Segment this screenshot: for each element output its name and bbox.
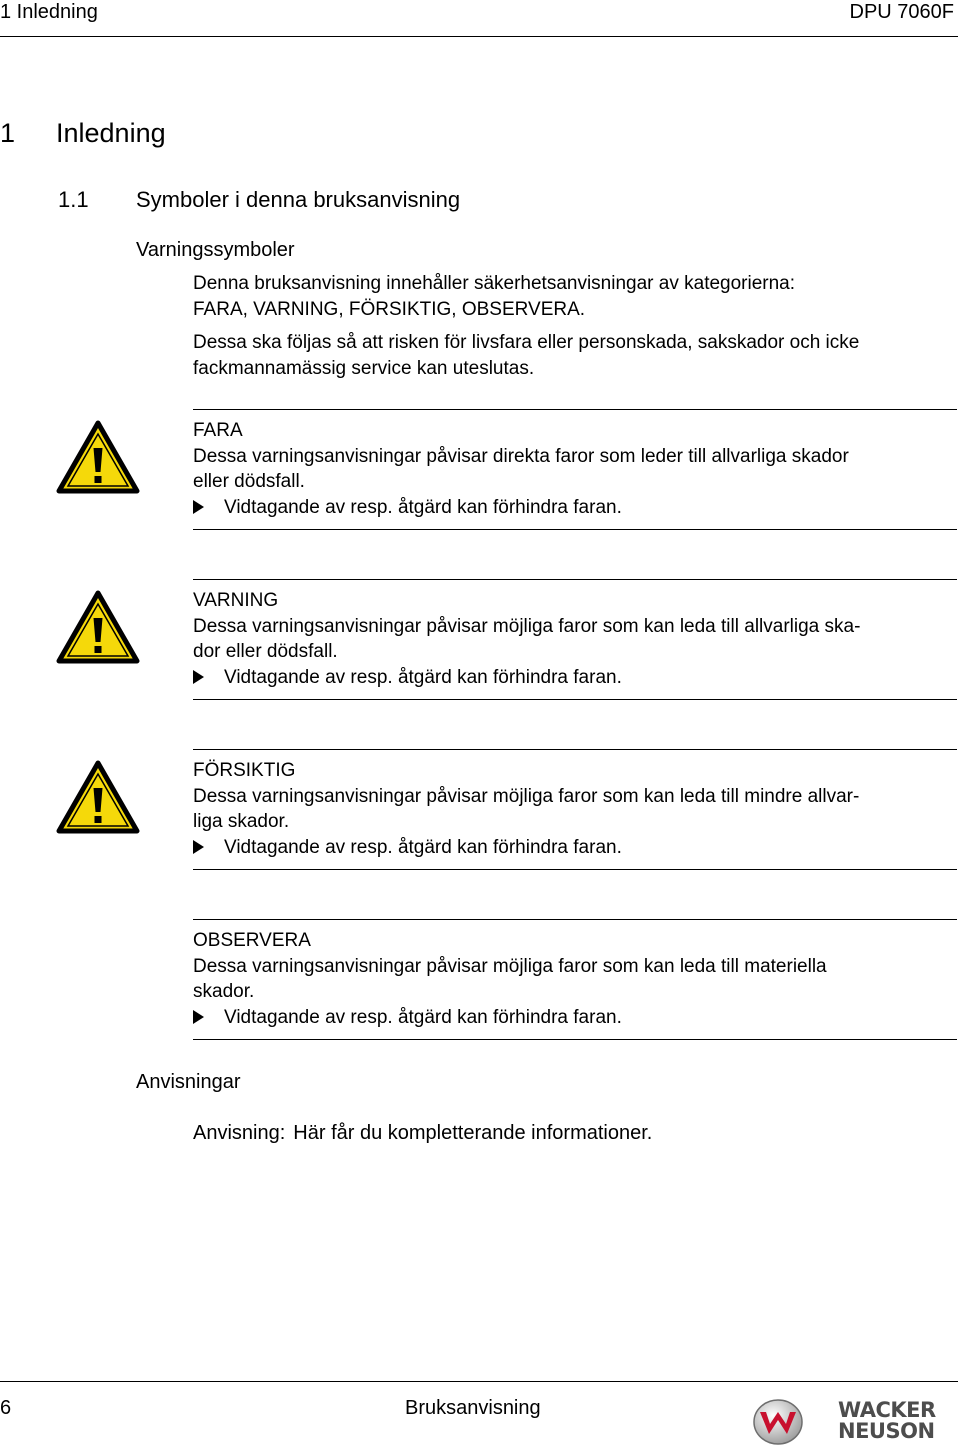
box-action-text: Vidtagande av resp. åtgärd kan förhindra faran. — [224, 836, 622, 858]
box-text-line: Dessa varningsanvisningar påvisar möjliga faror som kan leda till materiella — [193, 955, 827, 977]
box-title: FARA — [193, 420, 243, 441]
note-label: Anvisning: — [193, 1122, 286, 1144]
box-bottom-rule — [193, 529, 957, 530]
section-heading — [58, 186, 460, 214]
footer-divider — [0, 1381, 958, 1382]
intro-paragraph-2 — [193, 330, 953, 381]
arrow-bullet-icon — [193, 670, 204, 684]
box-text-line: skador. — [193, 981, 255, 1002]
running-header-section: 1 Inledning — [0, 1, 98, 23]
box-top-rule — [193, 409, 957, 410]
box-title: VARNING — [193, 590, 279, 611]
box-bottom-rule — [193, 699, 957, 700]
box-action — [193, 495, 957, 521]
notes-heading: Anvisningar — [136, 1071, 241, 1093]
safety-box-varning — [193, 579, 957, 700]
brand-line: NEUSON — [838, 1419, 935, 1443]
intro-line: Denna bruksanvisning innehåller säkerhetsanvisningar av kategorierna: — [193, 273, 796, 294]
note — [193, 1120, 652, 1146]
chapter-title: Inledning — [56, 118, 166, 148]
box-title: FÖRSIKTIG — [193, 760, 296, 781]
intro-line: FARA, VARNING, FÖRSIKTIG, OBSERVERA. — [193, 298, 586, 320]
box-top-rule — [193, 919, 957, 920]
header-divider — [0, 36, 958, 37]
chapter-heading — [0, 116, 166, 150]
box-text-line: liga skador. — [193, 811, 290, 832]
box-action — [193, 1005, 957, 1031]
footer-document-title: Bruksanvisning — [405, 1397, 541, 1419]
brand-line: WACKER — [838, 1398, 936, 1422]
running-header-model: DPU 7060F — [849, 1, 954, 23]
arrow-bullet-icon — [193, 500, 204, 514]
safety-box-fara — [193, 409, 957, 530]
safety-box-forsiktig — [193, 749, 957, 870]
box-top-rule — [193, 749, 957, 750]
intro-line: Dessa ska följas så att risken för livsfara eller personskada, sakskador och icke — [193, 332, 860, 353]
note-text: Här får du kompletterande informationer. — [293, 1122, 653, 1144]
box-action — [193, 665, 957, 691]
warning-triangle-icon — [56, 590, 140, 664]
box-action-text: Vidtagande av resp. åtgärd kan förhindra faran. — [224, 1006, 622, 1028]
arrow-bullet-icon — [193, 840, 204, 854]
box-text-line: Dessa varningsanvisningar påvisar möjliga faror som kan leda till mindre allvar- — [193, 785, 860, 807]
box-top-rule — [193, 579, 957, 580]
box-action-text: Vidtagande av resp. åtgärd kan förhindra faran. — [224, 496, 622, 518]
box-action — [193, 835, 957, 861]
box-text-line: dor eller dödsfall. — [193, 641, 338, 662]
box-text-line: eller dödsfall. — [193, 471, 305, 492]
warnings-heading: Varningssymboler — [136, 239, 295, 261]
wacker-neuson-logo-icon — [752, 1398, 804, 1446]
section-number: 1.1 — [58, 187, 89, 212]
section-title: Symboler i denna bruksanvisning — [136, 187, 461, 212]
chapter-number: 1 — [0, 118, 16, 148]
safety-box-observera — [193, 919, 957, 1040]
box-title: OBSERVERA — [193, 930, 311, 951]
box-text-line: Dessa varningsanvisningar påvisar möjliga faror som kan leda till allvarliga ska- — [193, 615, 861, 637]
box-text-line: Dessa varningsanvisningar påvisar direkta faror som leder till allvarliga skador — [193, 445, 849, 467]
intro-paragraph-1 — [193, 271, 953, 322]
warning-triangle-icon — [56, 420, 140, 494]
arrow-bullet-icon — [193, 1010, 204, 1024]
box-action-text: Vidtagande av resp. åtgärd kan förhindra faran. — [224, 666, 622, 688]
box-bottom-rule — [193, 869, 957, 870]
page-number: 6 — [0, 1397, 12, 1419]
brand-wordmark — [838, 1400, 958, 1442]
intro-line: fackmannamässig service kan uteslutas. — [193, 357, 535, 379]
box-bottom-rule — [193, 1039, 957, 1040]
warning-triangle-icon — [56, 760, 140, 834]
